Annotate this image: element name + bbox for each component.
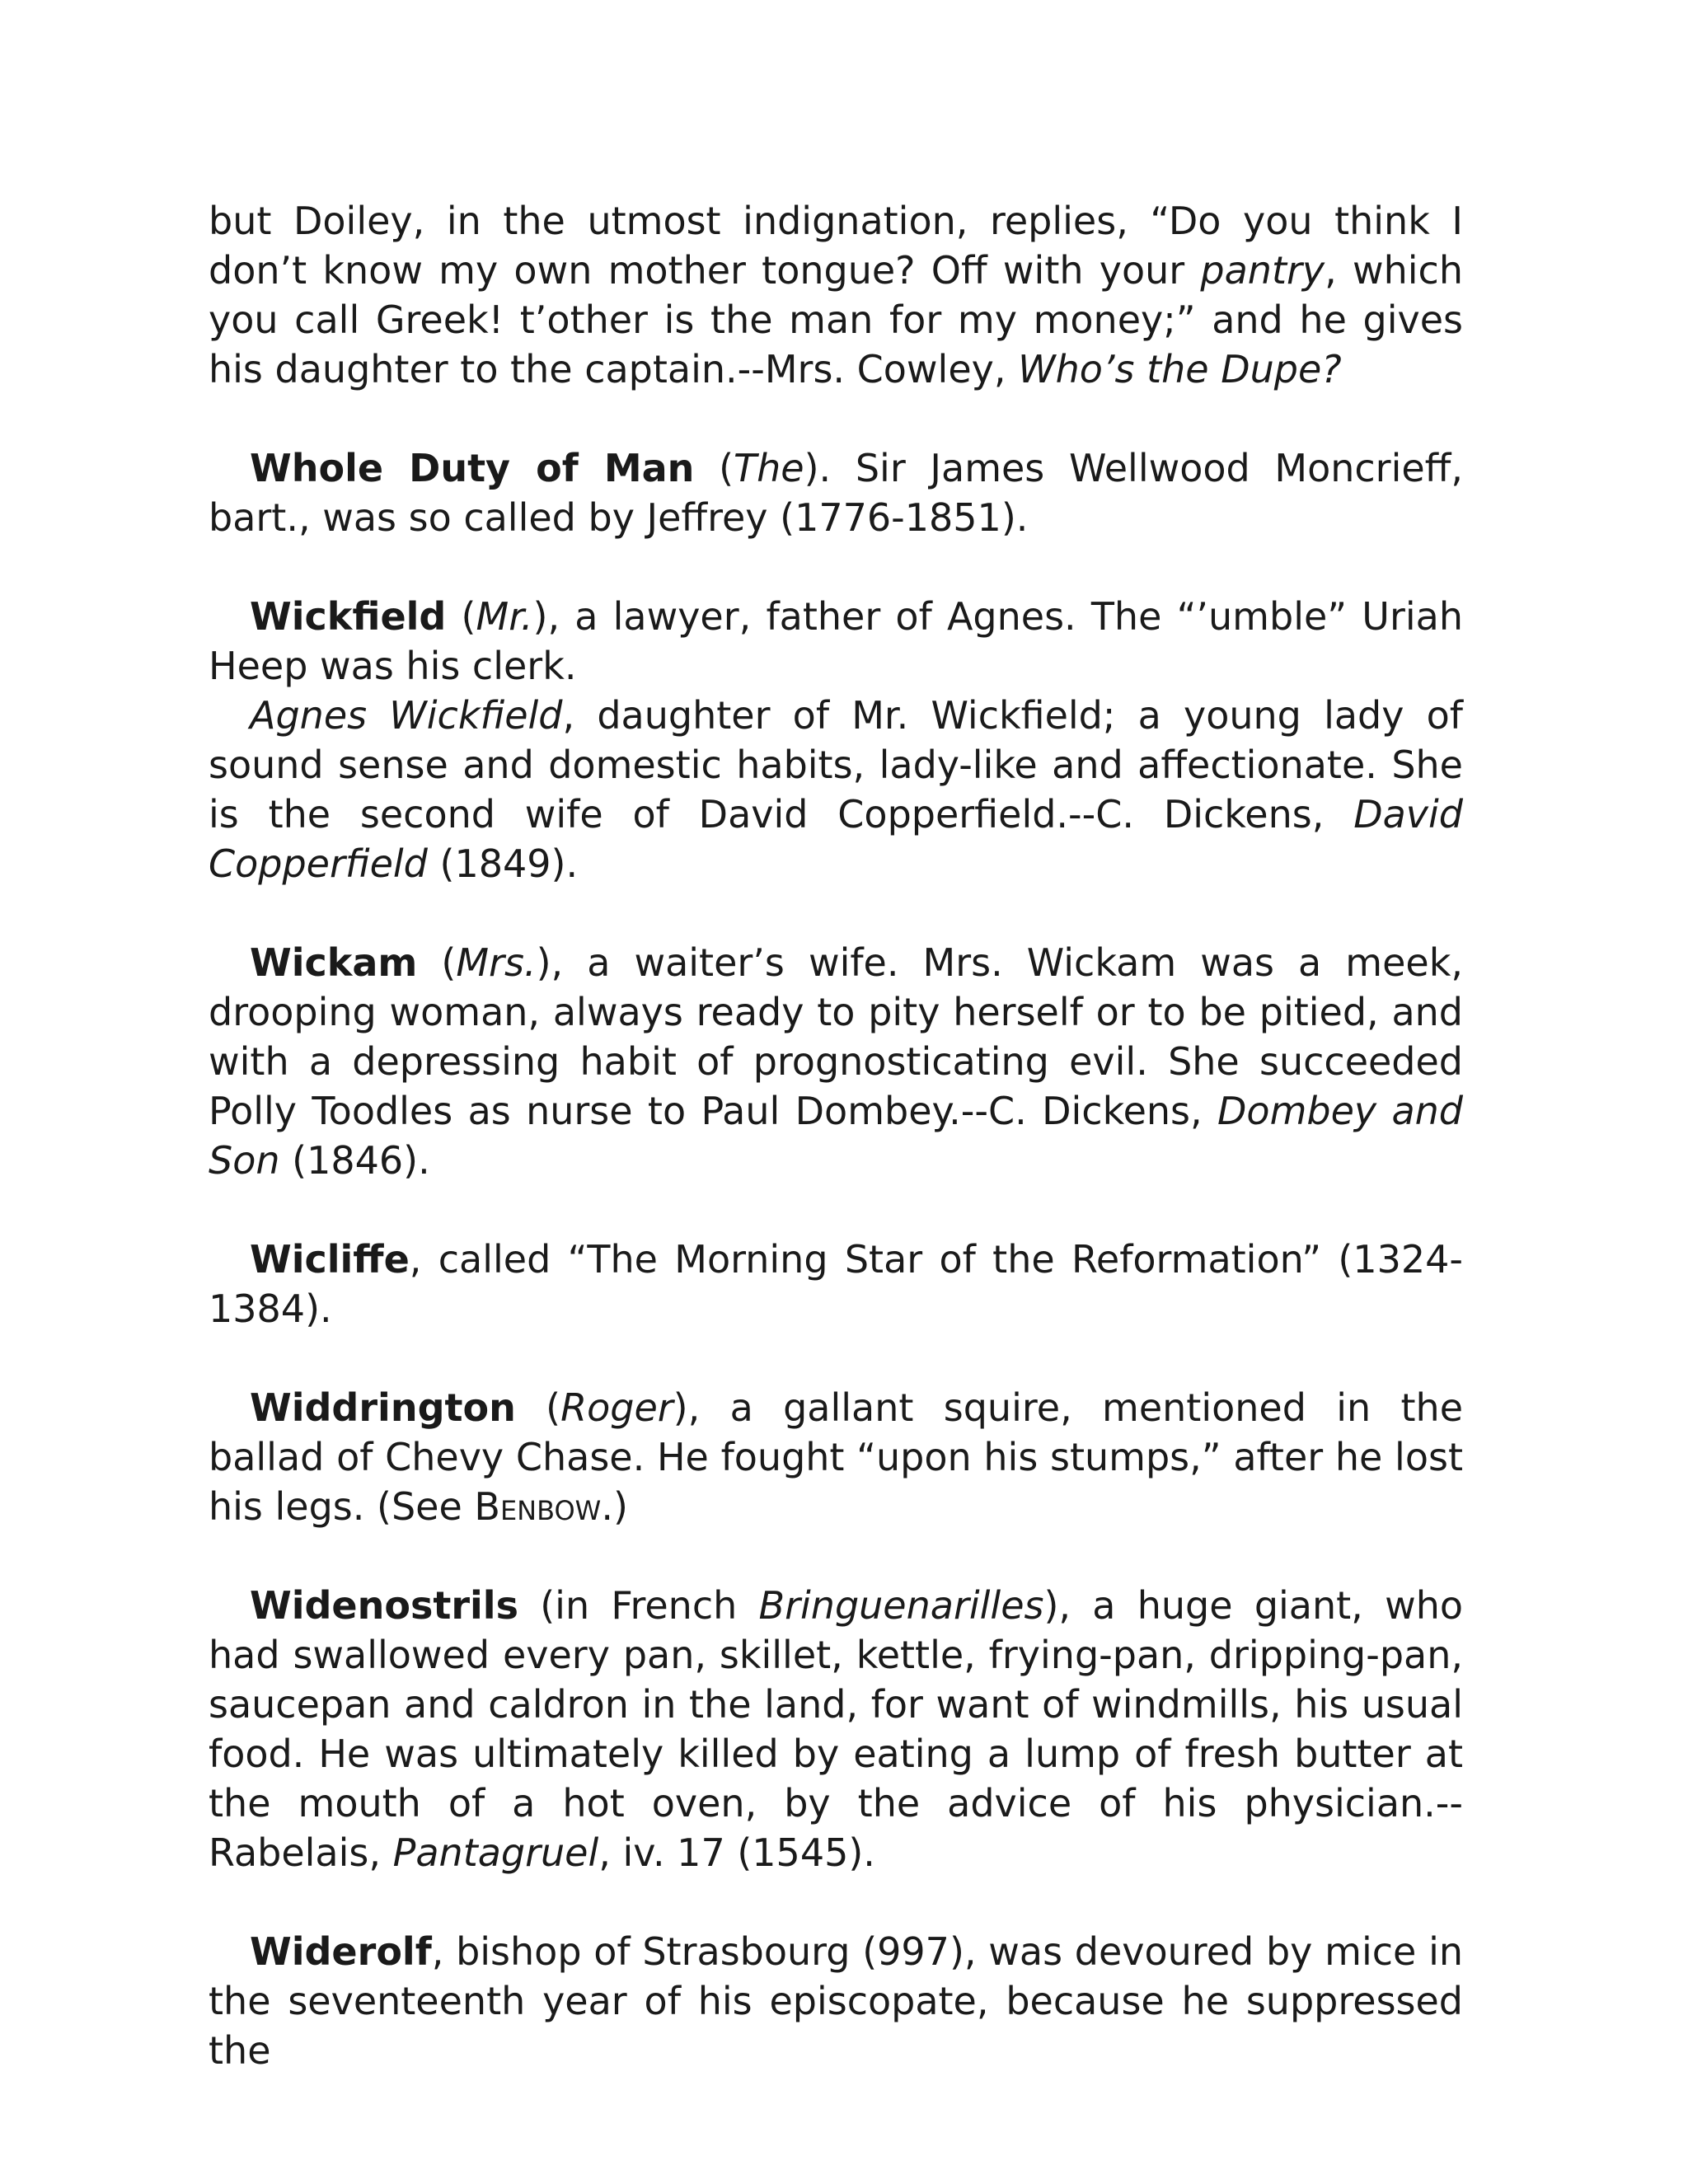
body-text: ), a gallant squire, mentioned in the ballad of Chevy Chase. He fought “upon his stumps,” after he lost his legs. (See xyxy=(209,1385,1464,1529)
body-text: ), a waiter’s wife. Mrs. Wickam was a meek, drooping woman, always ready to pity herself or to be pitied, and with a depressing habit of prognosticating evil. She succeeded Polly Toodles as nurse to Paul Dombey.--C. Dickens, xyxy=(209,940,1463,1133)
entry-widerolf xyxy=(209,1927,1463,2075)
italic-text: David Copperfield xyxy=(209,792,1463,886)
body-text: ( xyxy=(417,940,457,985)
italic-text: Agnes Wickfield xyxy=(250,693,563,738)
italic-text: Dombey and Son xyxy=(209,1089,1464,1183)
italic-text: pantry xyxy=(1200,248,1325,293)
italic-text: Roger xyxy=(560,1385,673,1430)
headword: Widerolf xyxy=(250,1929,432,1974)
italic-text: Mrs. xyxy=(456,940,537,985)
body-text: ( xyxy=(446,594,476,639)
body-text: ( xyxy=(515,1385,561,1430)
body-text: , daughter of Mr. Wickfield; a young lady of sound sense and domestic habits, lady-like and affectionate. She is the second wife of David Copperfield.--C. Dickens, xyxy=(209,693,1464,837)
entry-wickfield xyxy=(209,592,1463,691)
body-text: ), a huge giant, who had swallowed every pan, skillet, kettle, frying-pan, dripping-pan, saucepan and caldron in the land, for want of windmills, his usual food. He was ultimately killed by eating a lump of fresh butter at the mouth of a hot oven, by the advice of his physician.--Rabelais, xyxy=(209,1583,1463,1875)
headword: Widenostrils xyxy=(250,1583,518,1628)
body-text: .) xyxy=(601,1484,628,1529)
headword: Wickfield xyxy=(250,594,447,639)
body-text: , which you call Greek! t’other is the man for my money;” and he gives his daughter to the captain.--Mrs. Cowley, xyxy=(209,248,1463,391)
body-text: but Doiley, in the utmost indignation, replies, “Do you think I don’t know my own mother tongue? Off with your xyxy=(209,199,1463,293)
body-text: ( xyxy=(694,446,734,490)
entry-wicliffe xyxy=(209,1235,1463,1333)
italic-text: Pantagruel xyxy=(392,1830,599,1875)
italic-text: Bringuenarilles xyxy=(758,1583,1044,1628)
entry-whole-duty-of-man xyxy=(209,443,1463,542)
body-text: (1846). xyxy=(279,1138,430,1183)
entry-agnes-wickfield xyxy=(209,691,1463,888)
headword: Wickam xyxy=(250,940,418,985)
small-caps-text: Benbow xyxy=(474,1484,602,1529)
entry-widdrington xyxy=(209,1383,1463,1531)
body-text: (1849). xyxy=(427,841,579,886)
headword: Widdrington xyxy=(250,1385,516,1430)
entry-wickam xyxy=(209,938,1463,1185)
italic-text: The xyxy=(734,446,804,490)
document-page xyxy=(209,196,1463,2075)
body-text: , bishop of Strasbourg (997), was devoured by mice in the seventeenth year of his episcopate, because he suppressed the xyxy=(209,1929,1463,2073)
body-text: , called “The Morning Star of the Reformation” (1324-1384). xyxy=(209,1237,1463,1331)
body-text: , iv. 17 (1545). xyxy=(598,1830,875,1875)
headword: Wicliffe xyxy=(250,1237,410,1282)
italic-text: Who’s the Dupe? xyxy=(1018,347,1342,391)
headword: Whole Duty of Man xyxy=(250,446,695,490)
entry-widenostrils xyxy=(209,1581,1463,1877)
entry-doiley-continued xyxy=(209,196,1463,394)
body-text: ). Sir James Wellwood Moncrieff, bart., was so called by Jeffrey (1776-1851). xyxy=(209,446,1463,540)
italic-text: Mr. xyxy=(476,594,533,639)
body-text: ), a lawyer, father of Agnes. The “’umble” Uriah Heep was his clerk. xyxy=(209,594,1463,688)
body-text: (in French xyxy=(518,1583,759,1628)
